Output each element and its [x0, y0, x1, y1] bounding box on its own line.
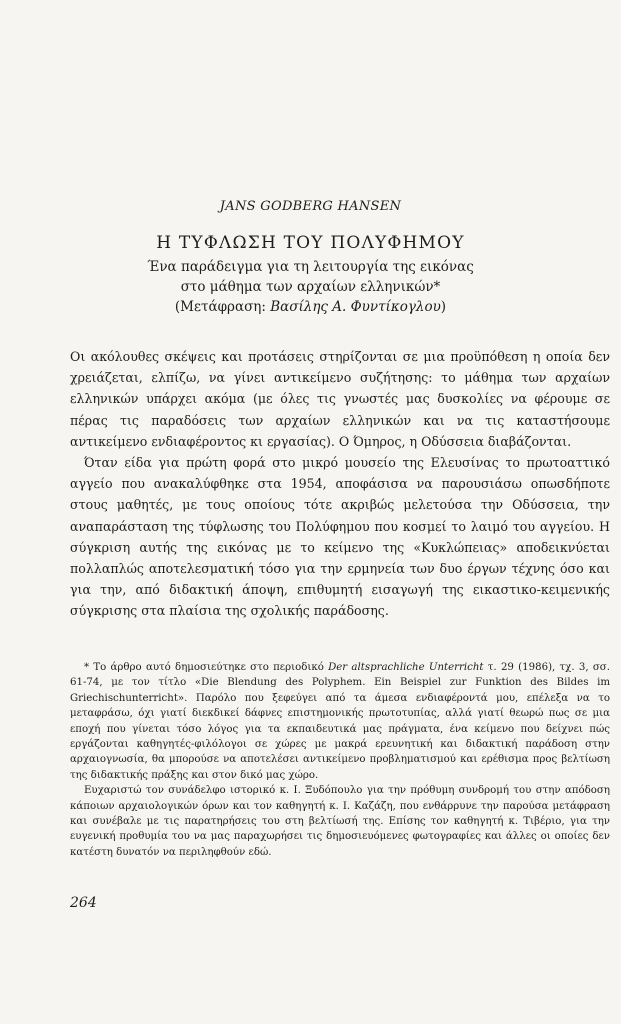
translation-suffix: ) — [440, 299, 447, 315]
footnote-section — [70, 660, 610, 860]
body-paragraph-1: Οι ακόλουθες σκέψεις και προτάσεις στηρίζονται σε μια προϋπόθεση η οποία δεν χρειάζεται, ελπίζω, να γίνει αντικείμενο συζήτησης: το μάθημα των αρχαίων ελληνικών υπάρχει ακόμα (με όλες τις γνωστές μας δυσκολίες να φέρουμε σε πέρας τις παραδόσεις των αρχαίων ελληνικών και να τις καταστήσουμε αντικείμενο ενδιαφέροντος κι εργασίας). Ο Όμηρος, η Οδύσσεια διαβάζονται. — [70, 349, 610, 449]
journal-title: Der altsprachliche Unterricht — [328, 662, 484, 673]
article-body — [70, 346, 610, 622]
footnote-publication — [70, 660, 610, 783]
footnote-text-start: * Το άρθρο αυτό δημοσιεύτηκε στο περιοδικό — [84, 662, 329, 673]
translation-credit — [0, 297, 621, 317]
article-title: Η ΤΥΦΛΩΣΗ ΤΟΥ ΠΟΛΥΦΗΜΟΥ — [156, 233, 465, 253]
subtitle-line-2: στο μάθημα των αρχαίων ελληνικών* — [180, 279, 441, 295]
author-name: JANS GODBERG HANSEN — [219, 199, 402, 214]
translation-prefix: (Μετάφραση: — [174, 299, 271, 315]
translator-name: Βασίλης Α. Φυντίκογλου — [270, 299, 441, 315]
subtitle-line-1: Ένα παράδειγμα για τη λειτουργία της εικόνας — [147, 259, 474, 275]
page-number: 264 — [70, 895, 97, 911]
footnote-acknowledgements: Ευχαριστώ τον συνάδελφο ιστορικό κ. Ι. Ξυδόπουλο για την πρόθυμη συνδρομή του στην απόδοση κάποιων αρχαιολογικών όρων και τον καθηγητή κ. Ι. Καζάζη, που ενθάρρυνε την παρούσα μετάφραση και συνέβαλε με τις παρατηρήσεις του στη βελτίωσή της. Επίσης τον καθηγητή κ. Τιβέριο, για την ευγενική προθυμία του να μας παραχωρήσει τις δημοσιευόμενες φωτογραφίες και άλλες οι οποίες δεν κατέστη δυνατόν να περιληφθούν εδώ. — [70, 785, 610, 858]
footnote-text-rest: τ. 29 (1986), τχ. 3, σσ. 61-74, με τον τίτλο «Die Blendung des Polyphem. Ein Beispiel zur Funktion des Bildes im Griechischunterricht». Παρόλο που ξεφεύγει από τα άμεσα ενδιαφέροντά μου, επέλεξα να το μεταφράσω, όχι γιατί διεκδικεί δάφνες επιστημονικής πρωτοτυπίας, αλλά γιατί θεωρώ πως σε μια εποχή που γίνεται τόσο λόγος για τα εκπαιδευτικά μας πράγματα, ένα κείμενο που δείχνει πώς εργάζονται καθηγητές-φιλόλογοι σε χώρες με μακρά ερευνητική και διδακτική παράδοση στην αρχαιογνωσία, θα μπορούσε να αποτελέσει αντικείμενο προβληματισμού και ερέθισμα προς βελτίωση της διδακτικής πράξης και στον δικό μας χώρο. — [70, 662, 610, 781]
article-subtitle — [0, 257, 621, 317]
body-paragraph-2: Όταν είδα για πρώτη φορά στο μικρό μουσείο της Ελευσίνας το πρωτοαττικό αγγείο που ανακαλύφθηκε στα 1954, αποφάσισα να παρουσιάσω οπωσδήποτε στους μαθητές, με τους οποίους τότε ακριβώς μελετούσα την Οδύσσεια, την αναπαράσταση της τύφλωσης του Πολύφημου που κοσμεί το λαιμό του αγγείου. Η σύγκριση αυτής της εικόνας με το κείμενο της «Κυκλώπειας» αποδεικνύεται πολλαπλώς αποτελεσματική τόσο για την ερμηνεία των δυο έργων τέχνης όσο και για την, από διδακτική άποψη, επιθυμητή εισαγωγή της εικαστικο-κειμενικής σύγκρισης στα πλαίσια της σχολικής παράδοσης. — [70, 455, 610, 619]
